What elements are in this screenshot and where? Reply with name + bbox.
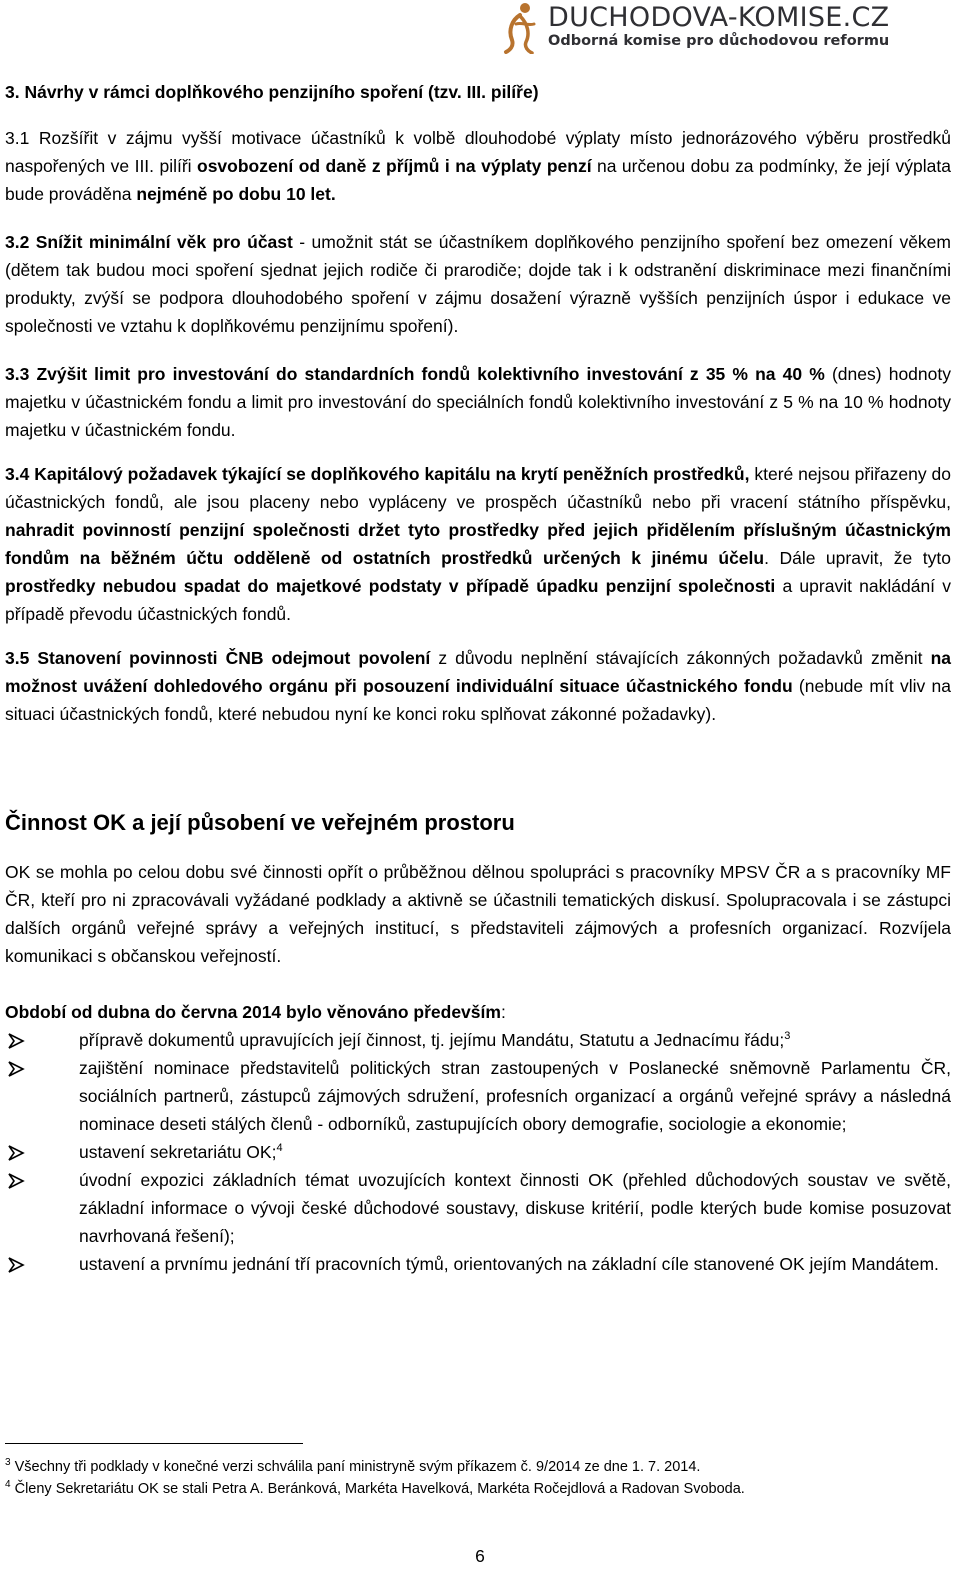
arrow-bullet-icon xyxy=(7,1138,27,1166)
p31-text-2: na určenou dobu za podmínky, že její výplata bude prováděna xyxy=(5,156,951,204)
p34-bold-1: 3.4 Kapitálový požadavek týkající se doplňkového kapitálu na krytí peněžních prostředků, xyxy=(5,464,750,484)
footnote-text: Členy Sekretariátu OK se stali Petra A. Beránková, Markéta Havelková, Markéta Ročejdlová a Radovan Svoboda. xyxy=(10,1481,745,1497)
paragraph-3-3 xyxy=(5,360,951,444)
period-heading xyxy=(5,998,951,1026)
list-item-text: úvodní expozici základních témat uvozujících kontext činnosti OK (přehled důchodových soustav ve světě, základní informace o vývoji české důchodové soustavy, diskuse kritérií, podle kterých bude komise posuzovat navrhovaná řešení); xyxy=(79,1170,951,1246)
paragraph-3-5 xyxy=(5,644,951,728)
arrow-bullet-icon xyxy=(7,1250,27,1278)
list-item xyxy=(5,1250,951,1278)
section-3-heading: 3. Návrhy v rámci doplňkového penzijního spoření (tzv. III. pilíře) xyxy=(5,82,539,102)
p35-bold-1: 3.5 Stanovení povinnosti ČNB odejmout povolení xyxy=(5,648,431,668)
footnote-separator xyxy=(5,1443,303,1444)
p31-bold-2: nejméně po dobu 10 let. xyxy=(136,184,336,204)
list-item xyxy=(5,1054,951,1138)
arrow-bullet-icon xyxy=(7,1026,27,1054)
footnote-number: 4 xyxy=(5,1479,11,1491)
p34-text-1: které nejsou přiřazeny do účastnických fondů, ale jsou placeny nebo vypláceny ve prospěch účastníků nebo při vracení státního příspěvku, xyxy=(5,464,951,512)
paragraph-3-4 xyxy=(5,460,951,628)
logo-person-icon xyxy=(498,2,544,54)
arrow-bullet-icon xyxy=(7,1054,27,1082)
list-item-text: přípravě dokumentů upravujících její činnost, tj. jejímu Mandátu, Statutu a Jednacímu řádu; xyxy=(79,1030,785,1050)
p34-text-3: a upravit nakládání v případě převodu účastnických fondů. xyxy=(5,576,952,624)
p33-text-1: (dnes) hodnoty majetku v účastnickém fondu a limit pro investování do speciálních fondů kolektivního investování z 5 % na 10 % hodnoty majetku v účastnickém fondu. xyxy=(5,364,951,440)
paragraph-3-2 xyxy=(5,228,951,340)
footnote-4 xyxy=(5,1478,951,1500)
footnote-number: 3 xyxy=(5,1457,11,1469)
list-item xyxy=(5,1166,951,1250)
p31-text-1: 3.1 Rozšířit v zájmu vyšší motivace účastníků k volbě dlouhodobé výplaty místo jednorázového výběru prostředků naspořených ve III. pilíři xyxy=(5,128,951,176)
p34-text-2: . Dále upravit, že tyto xyxy=(764,548,951,568)
period-heading-colon: : xyxy=(500,1002,506,1022)
site-logo xyxy=(498,2,938,54)
p32-bold-1: 3.2 Snížit minimální věk pro účast xyxy=(5,232,293,252)
footnote-ref[interactable]: 4 xyxy=(276,1142,283,1155)
p35-text-2: (nebude mít vliv na situaci účastnických fondů, které nebudou nyní ke konci roku splňovat zákonné požadavky). xyxy=(5,676,951,724)
page-number: 6 xyxy=(475,1546,485,1566)
footnote-text: Všechny tři podklady v konečné verzi schválila paní ministryně svým příkazem č. 9/2014 ze dne 1. 7. 2014. xyxy=(10,1459,701,1475)
arrow-bullet-icon xyxy=(7,1166,27,1194)
logo-tagline: Odborná komise pro důchodovou reformu xyxy=(548,33,890,49)
footnotes xyxy=(5,1456,951,1500)
document-body xyxy=(5,78,951,1278)
p33-bold-1: 3.3 Zvýšit limit pro investování do standardních fondů kolektivního investování z 35 % na 40 % xyxy=(5,364,825,384)
ok-intro-paragraph: OK se mohla po celou dobu své činnosti opřít o průběžnou dělnou spolupráci s pracovníky MPSV ČR a s pracovníky MF ČR, kteří pro ni zpracovávali vyžádané podklady a aktivně se účastnili tematických diskusí. Spolupracovala i se zástupci dalších orgánů veřejné správy a veřejných institucí, s představiteli zájmových a profesních organizací. Rozvíjela komunikaci s občanskou veřejností. xyxy=(5,862,951,966)
ok-section-heading: Činnost OK a její působení ve veřejném prostoru xyxy=(5,810,515,835)
p31-bold-1: osvobození od daně z příjmů i na výplaty penzí xyxy=(197,156,592,176)
period-heading-bold: Období od dubna do června 2014 bylo věnováno především xyxy=(5,1002,501,1022)
paragraph-3-1 xyxy=(5,124,951,208)
list-item-text: ustavení sekretariátu OK; xyxy=(79,1142,277,1162)
footnote-3 xyxy=(5,1456,951,1478)
p34-bold-2: nahradit povinností penzijní společnosti držet tyto prostředky před jejich přidělením příslušným účastnickým fondům na běžném účtu odděleně od ostatních prostředků určených k jinému účelu xyxy=(5,520,951,568)
list-item-text: ustavení a prvnímu jednání tří pracovních týmů, orientovaných na základní cíle stanovené OK jejím Mandátem. xyxy=(79,1254,939,1274)
list-item-text: zajištění nominace představitelů politických stran zastoupených v Poslanecké sněmovně Parlamentu ČR, sociálních partnerů, zástupců zájmových sdružení, profesních organizací a orgánů veřejné správy a následná nominace deseti stálých členů - odborníků, zastupujících obory demografie, sociologie a ekonomie; xyxy=(79,1058,951,1134)
p34-bold-3: prostředky nebudou spadat do majetkové podstaty v případě úpadku penzijní společnosti xyxy=(5,576,776,596)
p32-text-1: - umožnit stát se účastníkem doplňkového penzijního spoření bez omezení věkem (dětem tak budou moci spoření sjednat jejich rodiče či prarodiče; dojde tak i k odstranění diskriminace mezi finančními produkty, zvýší se podpora dlouhodobého spoření v zájmu dosažení výrazně vyšších penzijních úspor i edukace ve společnosti ve vztahu k doplňkovému penzijnímu spoření). xyxy=(5,232,951,336)
list-item xyxy=(5,1026,951,1054)
list-item xyxy=(5,1138,951,1166)
logo-name: DUCHODOVA-KOMISE.CZ xyxy=(548,2,890,33)
footnote-ref[interactable]: 3 xyxy=(784,1030,791,1043)
p35-text-1: z důvodu neplnění stávajících zákonných požadavků změnit xyxy=(430,648,931,668)
p35-bold-2: na možnost uvážení dohledového orgánu při posouzení individuální situace účastnického fondu xyxy=(5,648,951,696)
activity-list xyxy=(5,1026,951,1278)
